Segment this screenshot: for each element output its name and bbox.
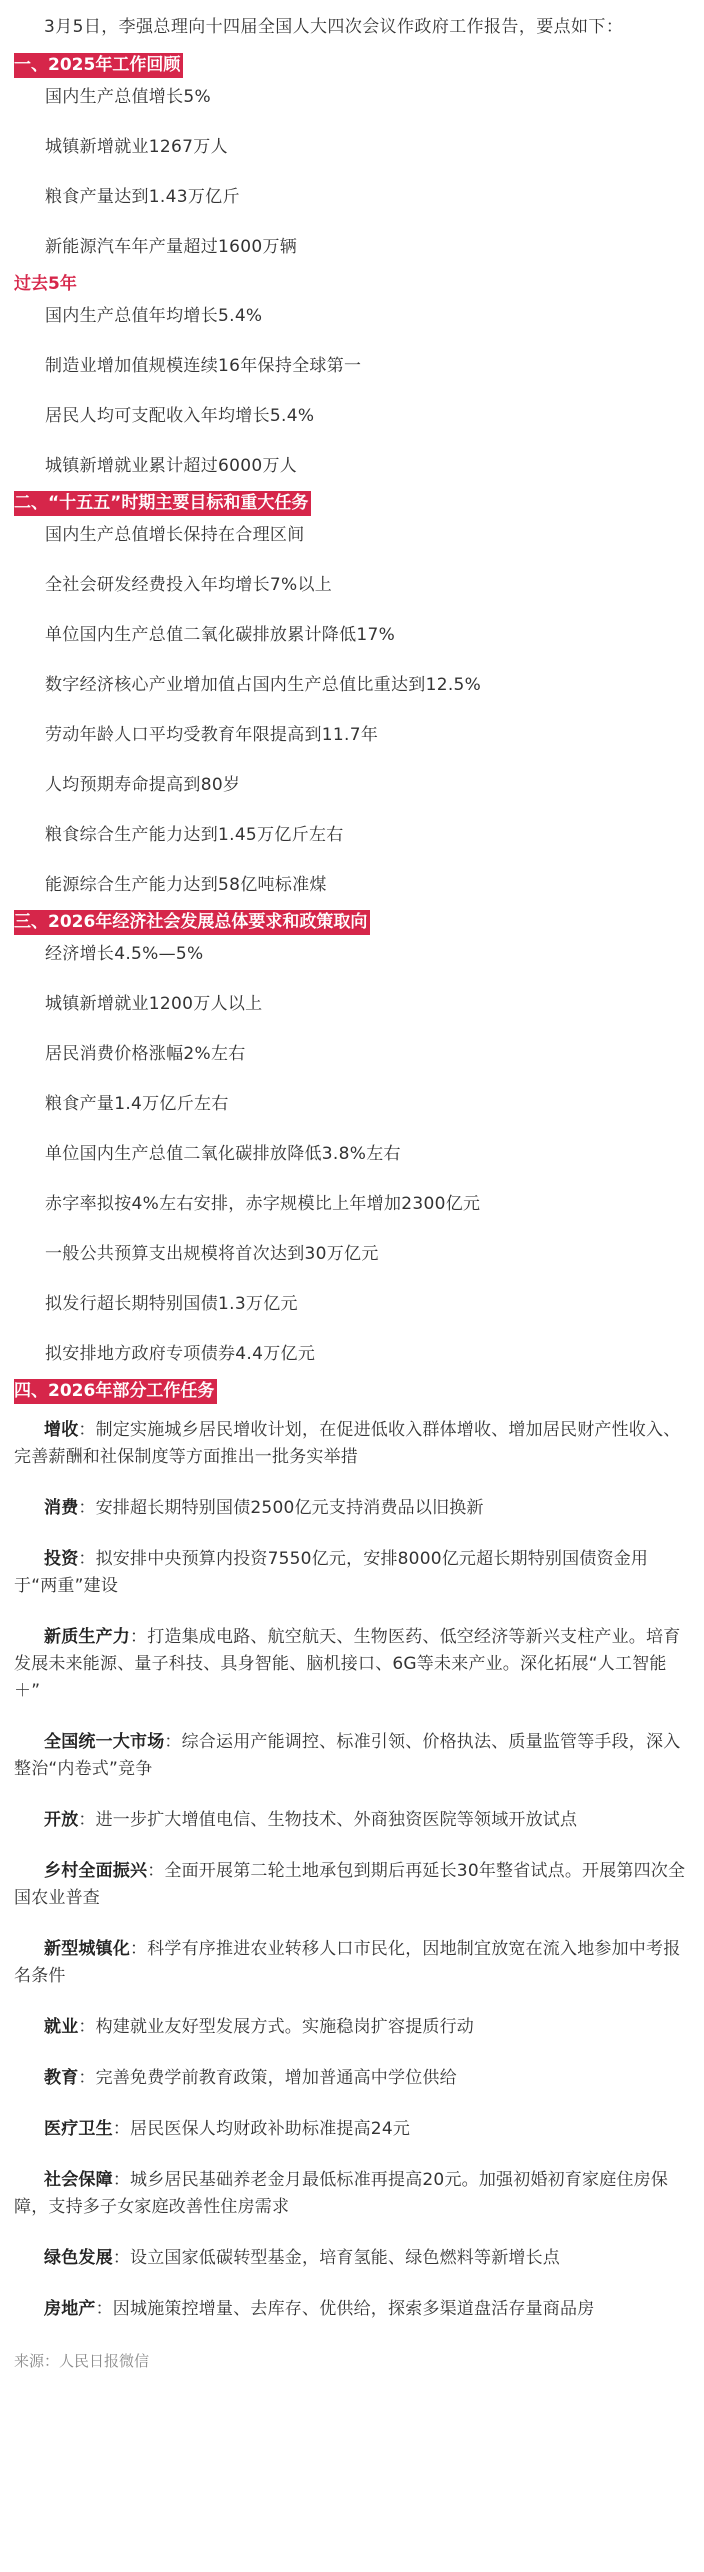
task-item — [14, 1546, 690, 1600]
list-item: 国内生产总值增长5% — [45, 87, 211, 107]
task-item — [14, 1624, 690, 1705]
y2026-list — [14, 941, 690, 1367]
task-item — [14, 1495, 690, 1522]
task-key: 教育 — [44, 2068, 79, 2088]
section-title: 三、2026年经济社会发展总体要求和政策取向 — [14, 910, 370, 935]
list-item: 赤字率拟按4%左右安排，赤字规模比上年增加2300亿元 — [45, 1194, 481, 1214]
list-item: 新能源汽车年产量超过1600万辆 — [45, 237, 298, 257]
task-text: ：居民医保人均财政补助标准提高24元 — [112, 2119, 411, 2139]
list-item: 粮食综合生产能力达到1.45万亿斤左右 — [45, 825, 344, 845]
task-text: ：制定实施城乡居民增收计划，在促进低收入群体增收、增加居民财产性收入、完善薪酬和社保制度等方面推出一批务实举措 — [14, 1420, 681, 1467]
list-item: 拟安排地方政府专项债券4.4万亿元 — [45, 1344, 316, 1364]
section-title: 一、2025年工作回顾 — [14, 53, 183, 78]
tasks-list — [14, 1417, 690, 2323]
task-text: ：综合运用产能调控、标准引领、价格执法、质量监管等手段，深入整治“内卷式”竞争 — [14, 1732, 681, 1779]
past5-list — [14, 303, 690, 479]
list-item: 粮食产量达到1.43万亿斤 — [45, 187, 240, 207]
task-text: ：全面开展第二轮土地承包到期后再延长30年整省试点。开展第四次全国农业普查 — [14, 1861, 686, 1908]
task-item — [14, 2245, 690, 2272]
task-key: 就业 — [44, 2017, 79, 2037]
task-text: ：完善免费学前教育政策，增加普通高中学位供给 — [78, 2068, 457, 2088]
task-key: 消费 — [44, 1498, 79, 1518]
task-item — [14, 1858, 690, 1912]
list-item: 单位国内生产总值二氧化碳排放降低3.8%左右 — [45, 1144, 401, 1164]
section-heading-goals — [14, 491, 690, 519]
task-item — [14, 2065, 690, 2092]
list-item: 能源综合生产能力达到58亿吨标准煤 — [45, 875, 327, 895]
list-item: 城镇新增就业累计超过6000万人 — [45, 456, 298, 476]
task-item — [14, 1729, 690, 1783]
list-item: 劳动年龄人口平均受教育年限提高到11.7年 — [45, 725, 379, 745]
section-title: 二、“十五五”时期主要目标和重大任务 — [14, 491, 311, 516]
list-item: 国内生产总值年均增长5.4% — [45, 306, 263, 326]
task-key: 医疗卫生 — [44, 2119, 113, 2139]
task-text: ：构建就业友好型发展方式。实施稳岗扩容提质行动 — [78, 2017, 475, 2037]
section-heading-2026 — [14, 910, 690, 938]
task-key: 乡村全面振兴 — [44, 1861, 148, 1881]
task-item — [14, 2296, 690, 2323]
section-title: 四、2026年部分工作任务 — [14, 1379, 217, 1404]
task-text: ：拟安排中央预算内投资7550亿元，安排8000亿元超长期特别国债资金用于“两重”建设 — [14, 1549, 649, 1596]
list-item: 全社会研发经费投入年均增长7%以上 — [45, 575, 333, 595]
list-item: 居民人均可支配收入年均增长5.4% — [45, 406, 315, 426]
task-key: 全国统一大市场 — [44, 1732, 165, 1752]
list-item: 经济增长4.5%—5% — [45, 944, 204, 964]
task-text: ：安排超长期特别国债2500亿元支持消费品以旧换新 — [78, 1498, 484, 1518]
task-item — [14, 1807, 690, 1834]
list-item: 人均预期寿命提高到80岁 — [45, 775, 241, 795]
task-key: 新型城镇化 — [44, 1939, 130, 1959]
task-item — [14, 2167, 690, 2221]
task-text: ：进一步扩大增值电信、生物技术、外商独资医院等领域开放试点 — [78, 1810, 578, 1830]
task-item — [14, 1417, 690, 1471]
section-heading-tasks — [14, 1379, 690, 1407]
task-text: ：打造集成电路、航空航天、生物医药、低空经济等新兴支柱产业。培育发展未来能源、量子科技、具身智能、脑机接口、6G等未来产业。深化拓展“人工智能＋” — [14, 1627, 681, 1701]
task-key: 增收 — [44, 1420, 79, 1440]
goals-list — [14, 522, 690, 898]
task-key: 绿色发展 — [44, 2248, 113, 2268]
list-item: 居民消费价格涨幅2%左右 — [45, 1044, 246, 1064]
task-item — [14, 2116, 690, 2143]
task-key: 社会保障 — [44, 2170, 113, 2190]
task-key: 投资 — [44, 1549, 79, 1569]
section-heading-review — [14, 53, 690, 81]
task-key: 新质生产力 — [44, 1627, 130, 1647]
section-title: 过去5年 — [14, 274, 77, 294]
review-list — [14, 84, 690, 260]
list-item: 拟发行超长期特别国债1.3万亿元 — [45, 1294, 298, 1314]
list-item: 国内生产总值增长保持在合理区间 — [45, 525, 305, 545]
section-heading-past5 — [14, 272, 690, 300]
source-credit: 来源：人民日报微信 — [14, 2352, 150, 2370]
task-key: 开放 — [44, 1810, 79, 1830]
task-text: ：因城施策控增量、去库存、优供给，探索多渠道盘活存量商品房 — [95, 2299, 595, 2319]
task-item — [14, 1936, 690, 1990]
task-text: ：设立国家低碳转型基金，培育氢能、绿色燃料等新增长点 — [112, 2248, 561, 2268]
list-item: 粮食产量1.4万亿斤左右 — [45, 1094, 229, 1114]
list-item: 城镇新增就业1200万人以上 — [45, 994, 263, 1014]
task-key: 房地产 — [44, 2299, 96, 2319]
task-text: ：城乡居民基础养老金月最低标准再提高20元。加强初婚初育家庭住房保障，支持多子女家庭改善性住房需求 — [14, 2170, 669, 2217]
list-item: 一般公共预算支出规模将首次达到30万亿元 — [45, 1244, 379, 1264]
task-text: ：科学有序推进农业转移人口市民化，因地制宜放宽在流入地参加中考报名条件 — [14, 1939, 681, 1986]
list-item: 城镇新增就业1267万人 — [45, 137, 228, 157]
list-item: 制造业增加值规模连续16年保持全球第一 — [45, 356, 362, 376]
list-item: 数字经济核心产业增加值占国内生产总值比重达到12.5% — [45, 675, 482, 695]
task-item — [14, 2014, 690, 2041]
intro-paragraph: 3月5日，李强总理向十四届全国人大四次会议作政府工作报告，要点如下： — [44, 17, 624, 37]
list-item: 单位国内生产总值二氧化碳排放累计降低17% — [45, 625, 396, 645]
